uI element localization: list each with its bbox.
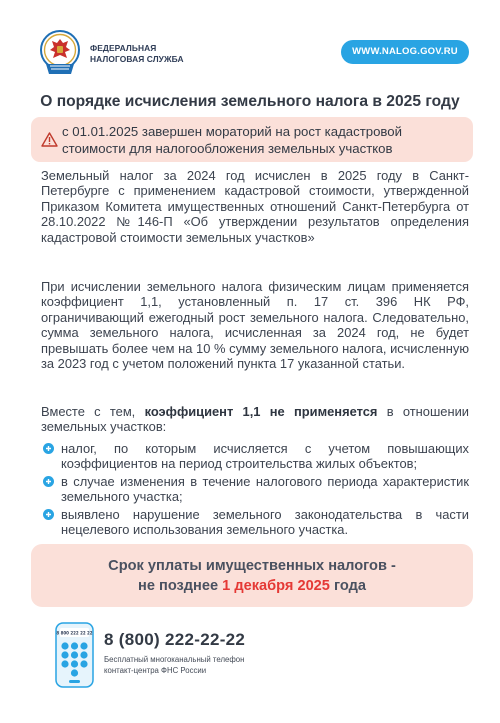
hotline-phone-number[interactable]: 8 (800) 222-22-22 [104,630,246,649]
plus-bullet-icon [43,443,54,454]
list-item [43,474,469,505]
org-name-line2: НАЛОГОВАЯ СЛУЖБА [90,54,184,64]
website-link[interactable]: WWW.NALOG.GOV.RU [341,40,469,64]
fns-emblem-icon [40,30,80,76]
org-name [90,43,184,65]
exceptions-intro-bold: коэффициент 1,1 не применяется [144,404,378,419]
list-item-text: выявлено нарушение земельного законодательства в части нецелевого использования земельного участка. [61,507,469,538]
paragraph-coefficient: При исчислении земельного налога физическим лицам применяется коэффициент 1,1, установленный п. 17 ст. 396 НК РФ, ограничивающий ежегодный рост земельного налога. Следовательно, сумма земельного налога, исчисленная за 2024 год, не будет превышать более чем на 10 % сумму земельного налога, исчисленную за 2023 год с учетом положений пункта 17 указанной статьи. [41,279,469,372]
header [0,0,500,82]
deadline-suffix: года [329,578,366,594]
exceptions-intro-end: в отношении земельных участков: [41,404,469,435]
deadline-prefix: не позднее [138,578,223,594]
hotline-description-line1: Бесплатный многоканальный телефон [104,655,245,664]
paragraph-cadastral-value: Земельный налог за 2024 год исчислен в 2025 году в Санкт-Петербурге с применением кадастровой стоимости, утвержденной Приказом Комитета имущественных отношений Санкт-Петербурга от 28.10.2022 №146-П «Об утверждении результатов определения кадастровой стоимости земельных участков» [41,168,469,245]
deadline-line1: Срок уплаты имущественных налогов - [108,558,396,574]
list-item [43,441,469,472]
page-title: О порядке исчисления земельного налога в 2025 году [40,93,460,110]
plus-bullet-icon [43,476,54,487]
payment-deadline-banner [31,544,473,607]
warning-triangle-icon [41,132,58,147]
org-name-line1: ФЕДЕРАЛЬНАЯ [90,43,157,53]
list-item [43,507,469,538]
deadline-line2 [31,576,473,596]
exceptions-intro-start: Вместе с тем, [41,404,145,419]
paragraph-exceptions-intro [41,404,469,435]
moratorium-alert [31,117,473,162]
plus-bullet-icon [43,509,54,520]
hotline-description [104,655,244,676]
phone-keypad-icon [55,622,94,688]
list-item-text: в случае изменения в течение налогового периода характеристик земельного участка; [61,474,469,505]
deadline-date: 1 декабря 2025 [222,578,330,594]
alert-text: с 01.01.2025 завершен мораторий на рост кадастровой стоимости для налогообложения земельных участков [62,124,402,156]
list-item-text: налог, по которым исчисляется с учетом повышающих коэффициентов на период строительства жилых объектов; [61,441,469,472]
phone-screen-number: 8 800 222 22 22 [56,630,93,636]
hotline-description-line2: контакт-центра ФНС России [104,665,207,675]
